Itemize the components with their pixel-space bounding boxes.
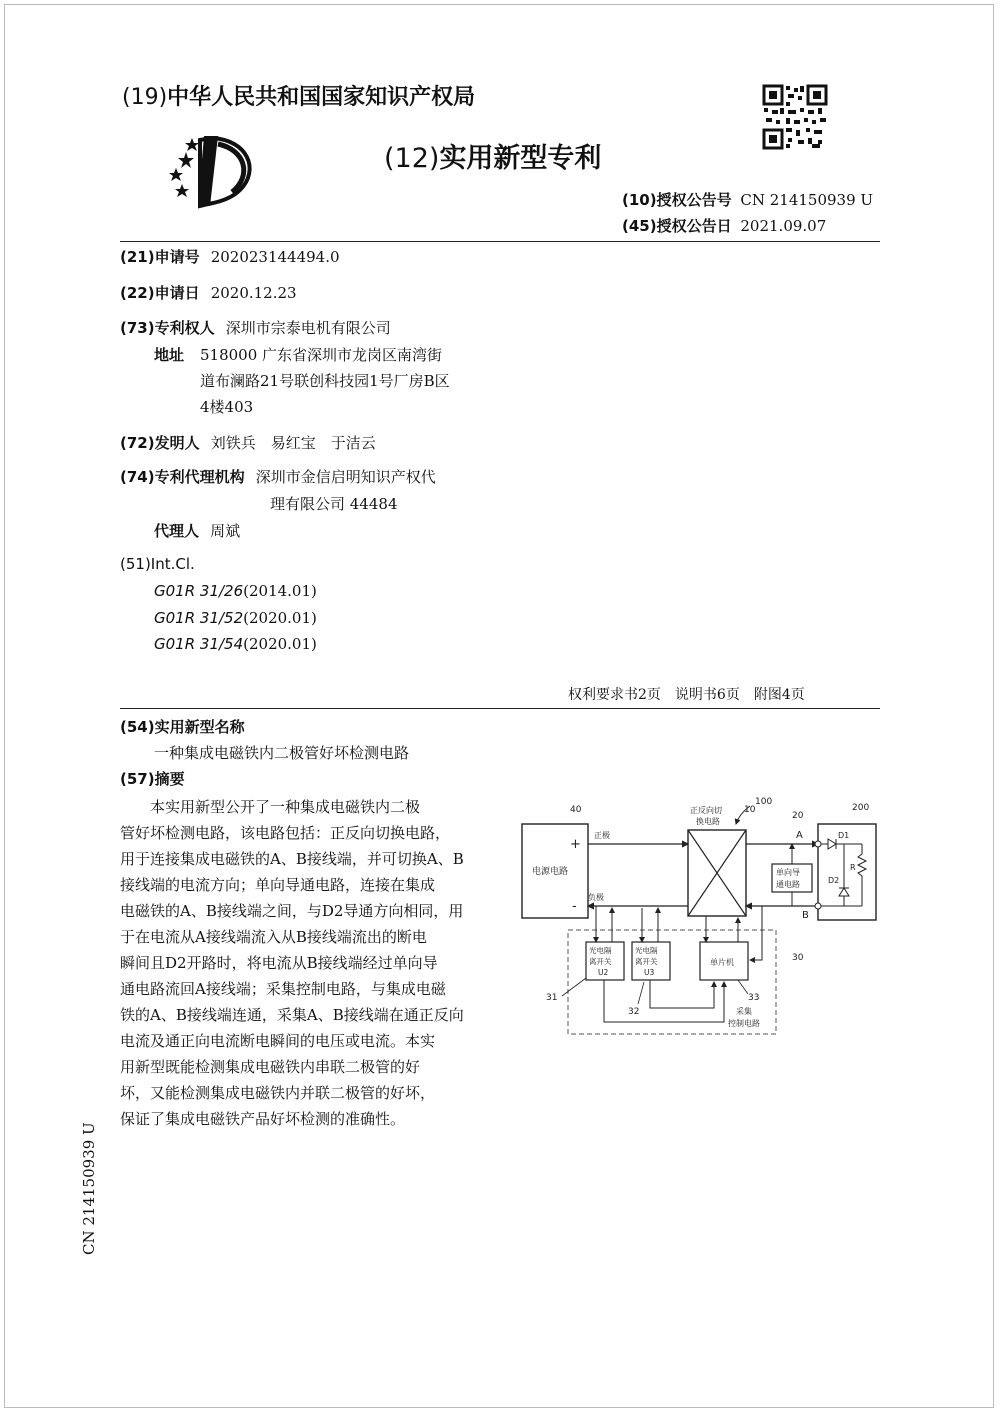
patentee: 深圳市宗泰电机有限公司 — [225, 319, 391, 337]
abstract-line: 电流及通正向电流断电瞬间的电压或电流。本实 — [120, 1032, 436, 1050]
ipc-code-2: G01R 31/52 — [154, 609, 244, 627]
terminal-a-node — [815, 841, 821, 847]
abstract-line: 通电路流回A接线端；采集控制电路，与集成电磁 — [120, 980, 446, 998]
b-to-mcu-wire — [750, 906, 762, 960]
mcu-label: 单片机 — [710, 958, 734, 967]
abstract-line: 坏，又能检测集成电磁铁内并联二极管的好坏， — [120, 1084, 436, 1102]
terminal-a-label: A — [796, 830, 803, 841]
abstract-line: 铁的A、B接线端连通，采集A、B接线端在通正反向 — [120, 1006, 464, 1024]
d1-label: D1 — [838, 831, 850, 840]
u2-label-1: 光电隔 — [589, 946, 612, 955]
ref-33: 33 — [748, 993, 760, 1003]
agency-line-2: 理有限公司 44484 — [270, 495, 398, 513]
header-divider — [120, 241, 880, 242]
application-date-row — [120, 282, 297, 303]
ref-20: 20 — [792, 811, 804, 821]
abstract-line: 本实用新型公开了一种集成电磁铁内二极 — [150, 798, 421, 816]
application-date-label: (22)申请日 — [120, 284, 200, 302]
ipc-code-1: G01R 31/26 — [154, 582, 244, 600]
ref-32: 32 — [628, 1007, 640, 1017]
title-label: (54)实用新型名称 — [120, 718, 245, 736]
ipc-date-3: (2020.01) — [243, 635, 317, 653]
minus-sign: - — [572, 899, 577, 914]
cnipa-logo — [160, 130, 270, 210]
acquisition-label-2: 控制电路 — [728, 1019, 760, 1028]
page-border — [4, 4, 994, 1408]
application-number: 202023144494.0 — [210, 248, 340, 266]
application-number-row — [120, 246, 340, 267]
power-circuit-label: 电源电路 — [532, 867, 569, 877]
agency-row — [120, 466, 436, 487]
application-number-label: (21)申请号 — [120, 248, 200, 266]
ipc-row-3 — [154, 634, 317, 653]
abstract-line: 于在电流从A接线端流入从B接线端流出的断电 — [120, 928, 427, 946]
office-header — [122, 80, 475, 111]
agency-label: (74)专利代理机构 — [120, 468, 245, 486]
address-line-1: 518000 广东省深圳市龙岗区南湾街 — [200, 346, 443, 364]
patent-type — [384, 136, 601, 175]
ref-40: 40 — [570, 805, 582, 815]
publication-date-label: (45)授权公告日 — [622, 217, 732, 235]
u2-to-mcu-wire — [604, 980, 724, 1022]
qr-code — [762, 84, 828, 150]
ref-200: 200 — [852, 803, 870, 813]
address-line-2: 道布澜路21号联创科技园1号厂房B区 — [200, 372, 450, 390]
ref-31: 31 — [546, 993, 558, 1003]
unidirectional-label-1: 单向导 — [776, 868, 800, 877]
ref-30: 30 — [792, 953, 804, 963]
abstract-line: 接线端的电流方向；单向导通电路，连接在集成 — [120, 876, 436, 894]
ipc-date-1: (2014.01) — [243, 582, 317, 600]
patentee-row — [120, 317, 391, 338]
inventors: 刘铁兵 易红宝 于洁云 — [210, 434, 376, 452]
u3-label-3: U3 — [644, 968, 655, 977]
agent-row — [154, 520, 240, 541]
utility-model-title: 一种集成电磁铁内二极管好坏检测电路 — [154, 744, 410, 762]
switch-label-1: 正反向切 — [690, 806, 722, 815]
publication-date: 2021.09.07 — [740, 217, 827, 235]
plus-sign: + — [570, 837, 581, 852]
negative-pole-label: 负极 — [588, 893, 604, 902]
ipc-date-2: (2020.01) — [243, 609, 317, 627]
ref-100: 100 — [755, 797, 773, 807]
ref-32-leader — [638, 982, 644, 1004]
inventor-row — [120, 432, 376, 453]
office-name: 中华人民共和国国家知识产权局 — [167, 85, 476, 110]
abstract-text — [120, 794, 490, 1132]
inventor-label: (72)发明人 — [120, 434, 200, 452]
ipc-row-1 — [154, 581, 317, 600]
abstract-line: 用于连接集成电磁铁的A、B接线端，并可切换A、B — [120, 850, 464, 868]
abstract-line: 电磁铁的A、B接线端之间，与D2导通方向相同，用 — [120, 902, 464, 920]
u2-label-2: 离开关 — [589, 957, 612, 966]
application-date: 2020.12.23 — [210, 284, 297, 302]
agency-line-1: 深圳市金信启明知识产权代 — [255, 468, 436, 486]
u2-label-3: U2 — [598, 968, 609, 977]
r-label: R — [850, 863, 856, 872]
ref-10: 10 — [744, 805, 756, 815]
u3-to-mcu-wire — [650, 980, 714, 1008]
abstract-label: (57)摘要 — [120, 770, 185, 788]
u3-label-1: 光电隔 — [635, 946, 658, 955]
switch-label-2: 换电路 — [696, 817, 720, 826]
abstract-line: 保证了集成电磁铁产品好坏检测的准确性。 — [120, 1110, 406, 1128]
unidirectional-label-2: 通电路 — [776, 880, 800, 889]
patentee-label: (73)专利权人 — [120, 319, 215, 337]
address-label: 地址 — [154, 346, 185, 364]
ipc-row-2 — [154, 608, 317, 627]
ipc-label: (51)Int.Cl. — [120, 555, 195, 573]
positive-pole-label: 正极 — [594, 831, 610, 840]
patent-type-label: 实用新型专利 — [439, 143, 602, 174]
publication-date-row — [622, 215, 826, 236]
address-line-3: 4楼403 — [200, 398, 254, 416]
d2-label: D2 — [828, 876, 840, 885]
side-patent-id: CN 214150939 U — [80, 1122, 98, 1255]
ref-31-leader — [562, 978, 586, 996]
office-number: (19) — [122, 85, 168, 110]
publication-number-label: (10)授权公告号 — [622, 191, 732, 209]
acquisition-label-1: 采集 — [736, 1007, 752, 1016]
patent-type-number: (12) — [384, 143, 440, 174]
agent-label: 代理人 — [154, 522, 200, 540]
agent: 周斌 — [210, 522, 241, 540]
ipc-code-3: G01R 31/54 — [154, 635, 244, 653]
abstract-line: 用新型既能检测集成电磁铁内串联二极管的好 — [120, 1058, 421, 1076]
publication-number-row — [622, 189, 873, 210]
publication-number: CN 214150939 U — [740, 191, 874, 209]
biblio-divider — [120, 708, 880, 709]
circuit-diagram — [510, 790, 890, 1050]
abstract-line: 管好坏检测电路，该电路包括：正反向切换电路， — [120, 824, 451, 842]
u3-label-2: 离开关 — [635, 957, 658, 966]
terminal-b-label: B — [802, 910, 809, 921]
ref-33-leader — [738, 980, 748, 994]
abstract-line: 瞬间且D2开路时，将电流从B接线端经过单向导 — [120, 954, 438, 972]
terminal-b-node — [815, 903, 821, 909]
pages-info: 权利要求书2页 说明书6页 附图4页 — [568, 687, 805, 703]
